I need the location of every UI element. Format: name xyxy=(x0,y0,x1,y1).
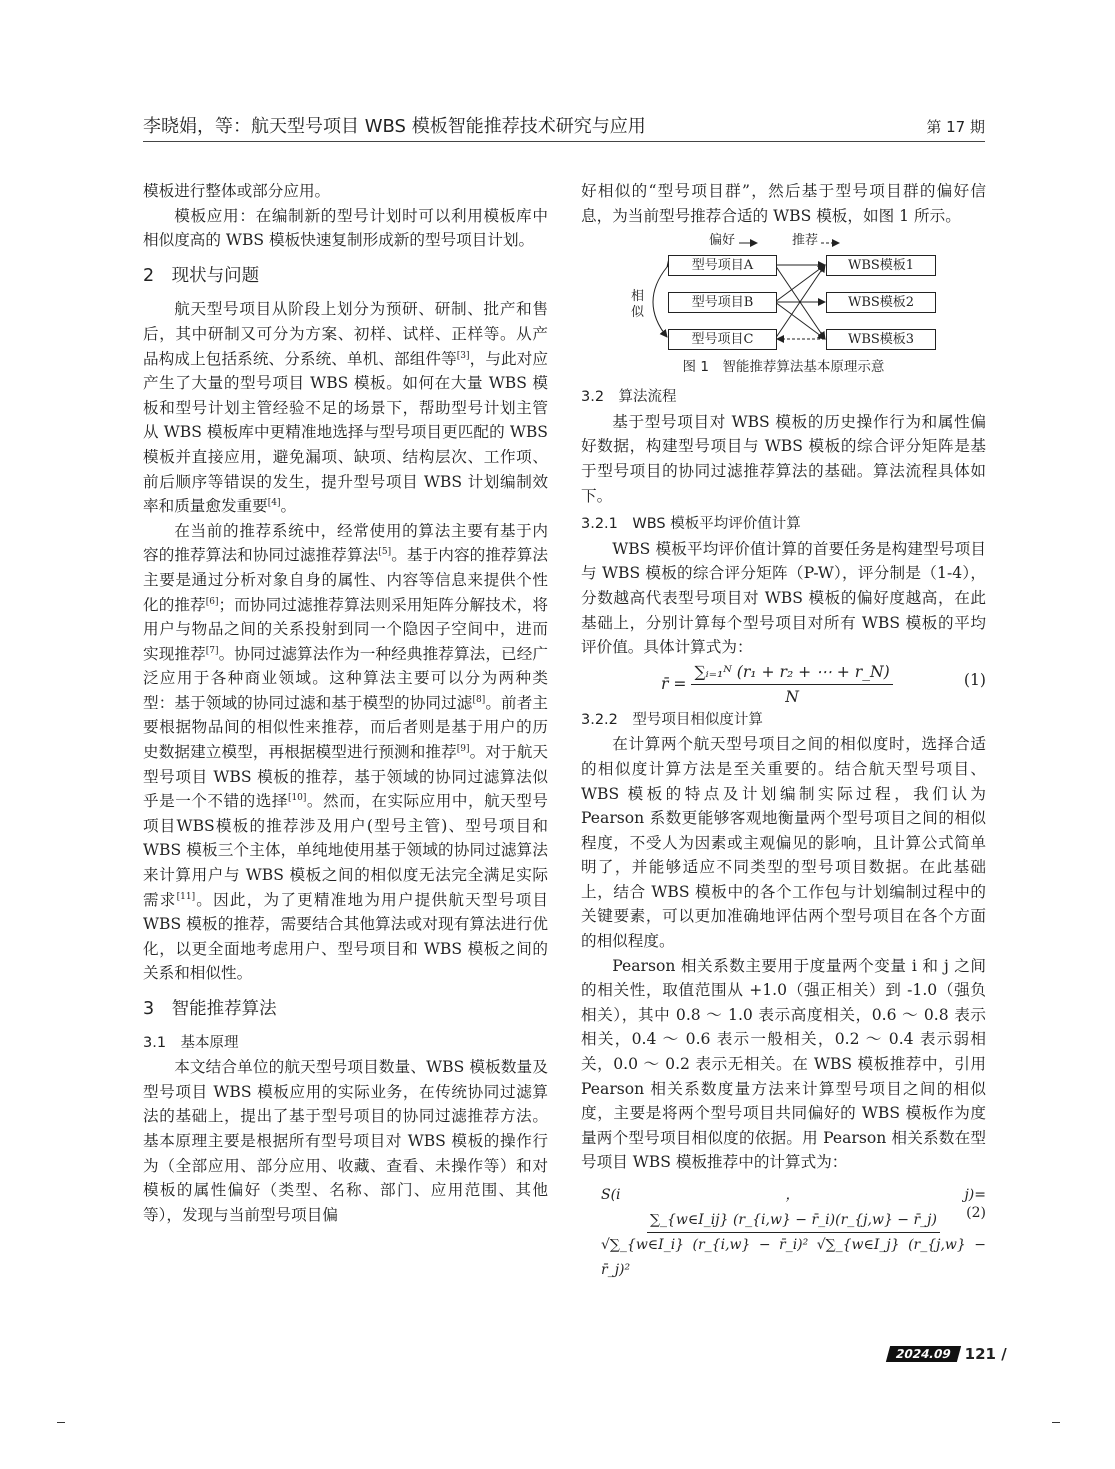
text-run: 在计算两个航天型号项目之间的相似度时，选择合适的相似度计算方法是至关重要的。结合航天型号项目、WBS 模板的特点及计划编制实际过程，我们认为 Pearson 系数更能够客观地衡量两个型号项目之间的相似程度，不受人为因素或主观偏见的影响，且计算公式简单明了，并能够适应不同类型的型号项目数据。在此基础上，结合 WBS 模板中的各个工作包与计划编制过程中的关键要素，可以更加准确地评估两个型号项目在各个方面的相似程度。 xyxy=(581,735,986,951)
paragraph xyxy=(143,297,548,518)
eq1-numerator: ∑ᵢ₌₁ᴺ (r₁ + r₂ + ⋯ + r_N) xyxy=(691,660,892,686)
project-box-a: 型号项目A xyxy=(668,255,777,276)
paragraph xyxy=(581,179,986,228)
project-box-c: 型号项目C xyxy=(668,329,777,350)
text-run: WBS 模板平均评价值计算的首要任务是构建型号项目与 WBS 模板的综合评分矩阵（P-W），评分制是（1-4），分数越高代表型号项目对 WBS 模板的偏好度越高，在此基础上，分别计算每个型号项目对所有 WBS 模板的平均评价值。具体计算式为： xyxy=(581,539,986,657)
equation-1 xyxy=(581,660,986,707)
project-box-b: 型号项目B xyxy=(668,292,777,313)
header-rule xyxy=(143,141,985,142)
paragraph xyxy=(581,537,986,660)
template-box-3: WBS模板3 xyxy=(826,329,936,350)
template-box-1: WBS模板1 xyxy=(826,255,936,276)
left-column xyxy=(143,179,548,1227)
equation-2 xyxy=(581,1183,986,1278)
paragraph xyxy=(581,410,986,508)
section-heading xyxy=(143,1031,548,1056)
running-header-title: 李晓娟，等：航天型号项目 WBS 模板智能推荐技术研究与应用 xyxy=(143,116,646,137)
text-run: 3.1 基本原理 xyxy=(143,1034,239,1051)
page-footer xyxy=(888,1345,1007,1363)
section-heading xyxy=(143,997,548,1022)
text-run: 。 xyxy=(280,497,297,516)
text-run: 模板进行整体或部分应用。 xyxy=(143,182,331,200)
legend-recommend: 推荐 xyxy=(792,233,819,249)
eq1-denominator: N xyxy=(785,688,799,707)
citation-ref: [6] xyxy=(205,596,219,607)
eq2-fraction xyxy=(601,1208,986,1283)
eq2-lhs: S(i，j)= xyxy=(601,1187,986,1203)
template-box-2: WBS模板2 xyxy=(826,292,936,313)
section-3-2-2 xyxy=(581,708,986,1175)
eq1-number: (1) xyxy=(963,670,986,689)
section-3-2 xyxy=(581,385,986,660)
citation-ref: [9] xyxy=(456,744,470,755)
text-run: 好相似的“型号项目群”，然后基于型号项目群的偏好信息，为当前型号推荐合适的 WBS 模板，如图 1 所示。 xyxy=(581,182,986,225)
figure-1 xyxy=(581,231,986,381)
text-run: 。前者主要根据物品间的相似性来推荐，而后者则是基于用户的历史数据建立模型，再根据模型进行预测和推荐 xyxy=(143,693,548,762)
text-run: 3 智能推荐算法 xyxy=(143,999,277,1019)
figure-caption: 图 1 智能推荐算法基本原理示意 xyxy=(682,359,885,376)
text-run: 。协同过滤算法作为一种经典推荐算法，已经广泛应用于各种商业领域。这种算法主要可以分为两种类型：基于领域的协同过滤和基于模型的协同过滤 xyxy=(143,644,548,712)
section-heading xyxy=(581,512,986,537)
crop-mark xyxy=(1052,1422,1060,1423)
text-run: 。基于内容的推荐算法主要是通过分析对象自身的属性、内容等信息来提供个性化的推荐 xyxy=(143,546,548,614)
text-run: 。因此，为了更精准地为用户提供航天型号项目 WBS 模板的推荐，需要结合其他算法或对现有算法进行优化，以更全面地考虑用户、型号项目和 WBS 模板之间的关系和相似性。 xyxy=(143,890,548,983)
text-run: ；而协同过滤推荐算法则采用矩阵分解技术，将用户与物品之间的关系投射到同一个隐因子空间中，进而实现推荐 xyxy=(143,595,548,663)
eq1-fraction xyxy=(691,660,892,710)
citation-ref: [11] xyxy=(176,891,196,902)
eq2-number: (2) xyxy=(966,1205,986,1221)
text-run: 基于型号项目对 WBS 模板的历史操作行为和属性偏好数据，构建型号项目与 WBS 模板的综合评分矩阵是基于型号项目的协同过滤推荐算法的基础。算法流程具体如下。 xyxy=(581,412,986,505)
issue-date-badge: 2024.09 xyxy=(886,1346,961,1362)
citation-ref: [10] xyxy=(287,793,307,804)
paragraph xyxy=(143,519,548,986)
citation-ref: [7] xyxy=(205,645,219,656)
eq2-denominator: √∑_{w∈I_i} (r_{i,w} − r̄_i)² √∑_{w∈I_j} (r_{j,w} − r̄_j)² xyxy=(601,1237,986,1278)
text-run: ，与此对应产生了大量的型号项目 WBS 模板。如何在大量 WBS 模板和型号计划主管经验不足的场景下，帮助型号计划主管从 WBS 模板库中更精准地选择与型号项目更匹配的 WBS 模板并直接应用，避免漏项、缺项、结构层次、工作项、前后顺序等错误的发生，提升型号项目 WBS 计划编制效率和质量愈发重要 xyxy=(143,349,548,516)
text-run: 本文结合单位的航天型号项目数量、WBS 模板数量及型号项目 WBS 模板应用的实际业务，在传统协同过滤算法的基础上，提出了基于型号项目的协同过滤推荐方法。基本原理主要是根据所有型号项目对 WBS 模板的操作行为（全部应用、部分应用、收藏、查看、未操作等）和对模板的属性偏好（类型、名称、部门、应用范围、其他等），发现与当前型号项目偏 xyxy=(143,1058,548,1224)
text-run: 。对于航天型号项目 WBS 模板的推荐，基于领域的协同过滤算法似乎是一个不错的选择 xyxy=(143,743,548,811)
section-heading xyxy=(581,385,986,410)
paragraph xyxy=(143,204,548,253)
text-run: 3.2.1 WBS 模板平均评价值计算 xyxy=(581,516,801,533)
text-run: 2 现状与问题 xyxy=(143,265,260,286)
page-number: 121 / xyxy=(964,1345,1007,1363)
text-run: 航天型号项目从阶段上划分为预研、研制、批产和售后，其中研制又可分为方案、初样、试样、正样等。从产品构成上包括系统、分系统、单机、部组件等 xyxy=(143,300,548,368)
citation-ref: [8] xyxy=(472,694,486,705)
text-run: 。然而，在实际应用中，航天型号项目WBS模板的推荐涉及用户(型号主管)、型号项目和 WBS 模板三个主体，单纯地使用基于领域的协同过滤算法来计算用户与 WBS 模板之间的相似度无法完全满足实际需求 xyxy=(143,792,548,909)
legend-preference: 偏好 xyxy=(709,233,736,249)
eq2-numerator: ∑_{w∈I_ij} (r_{i,w} − r̄_i)(r_{j,w} − r̄_j) xyxy=(647,1208,940,1234)
paragraph xyxy=(581,732,986,953)
citation-ref: [3] xyxy=(456,350,470,361)
right-column xyxy=(581,179,986,1278)
label-similar: 相似 xyxy=(631,289,645,321)
text-run: Pearson 相关系数主要用于度量两个变量 i 和 j 之间的相关性，取值范围从 +1.0（强正相关）到 -1.0（强负相关），其中 0.8 ～ 1.0 表示高度相关，0.6 ～ 0.8 表示相关，0.4 ～ 0.6 表示一般相关，0.2 ～ 0.4 表示弱相关，0.0 ～ 0.2 表示无相关。在 WBS 模板推荐中，引用 Pearson 相关系数度量方法来计算型号项目之间的相似度，主要是将两个型号项目共同偏好的 WBS 模板作为度量两个型号项目相似度的依据。用 Pearson 相关系数在型号项目 WBS 模板推荐中的计算式为： xyxy=(581,956,986,1172)
paragraph xyxy=(581,954,986,1175)
section-heading xyxy=(143,264,548,289)
section-heading xyxy=(581,708,986,733)
issue-number: 第 17 期 xyxy=(926,118,985,136)
text-run: 在当前的推荐系统中，经常使用的算法主要有基于内容的推荐算法和协同过滤推荐算法 xyxy=(143,521,548,565)
text-run: 模板应用：在编制新的型号计划时可以利用模板库中相似度高的 WBS 模板快速复制形成新的型号项目计划。 xyxy=(143,206,548,250)
paragraph xyxy=(143,1055,548,1227)
paragraph xyxy=(143,179,548,204)
text-run: 3.2 算法流程 xyxy=(581,389,677,406)
citation-ref: [5] xyxy=(378,547,392,558)
text-run: 3.2.2 型号项目相似度计算 xyxy=(581,711,763,728)
citation-ref: [4] xyxy=(267,498,281,509)
crop-mark xyxy=(57,1422,65,1423)
eq1-lhs: r̄ = xyxy=(661,674,687,693)
